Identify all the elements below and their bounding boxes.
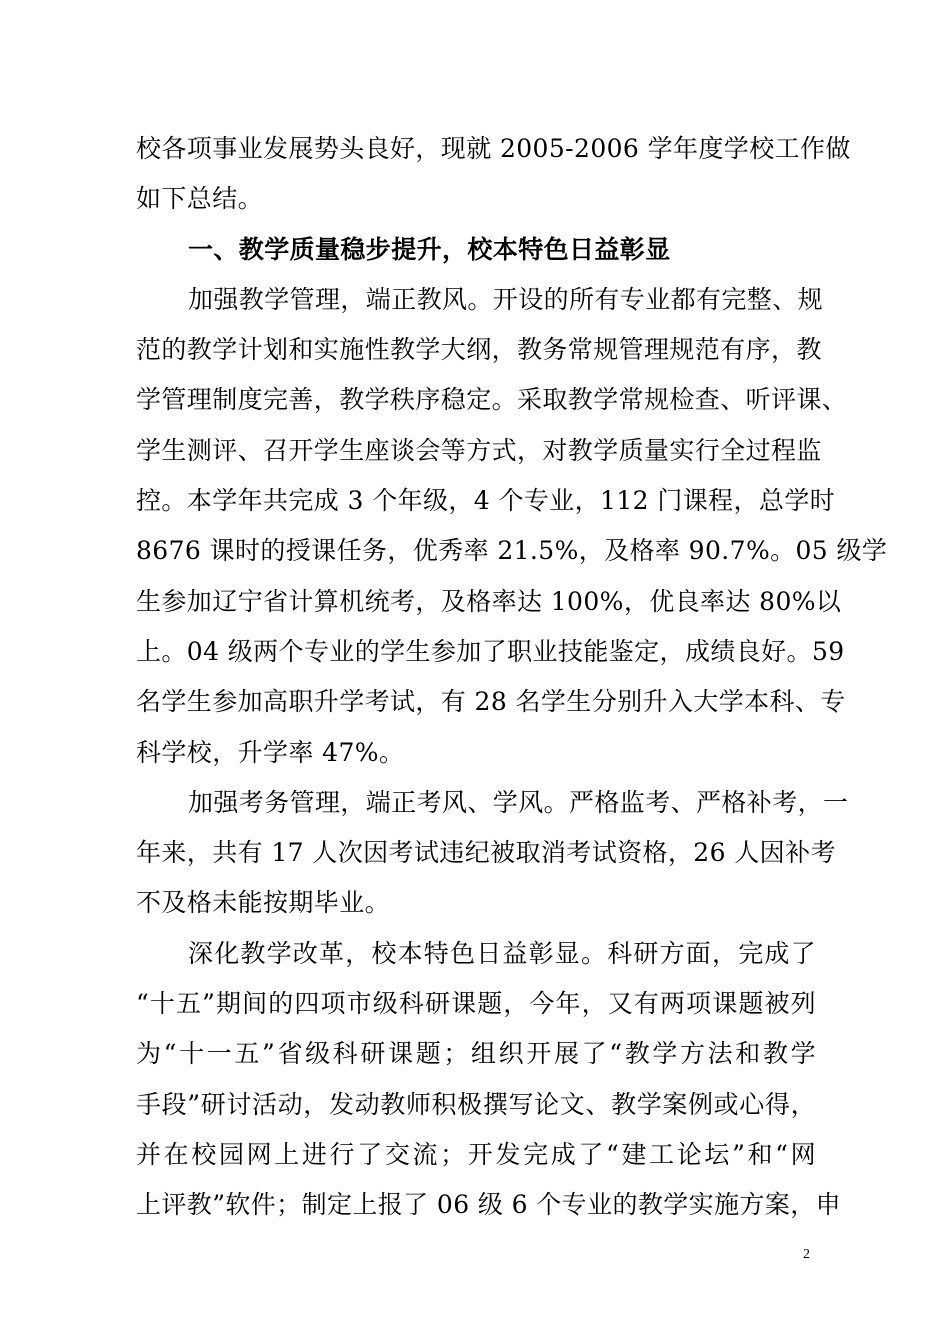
document-body [136, 124, 888, 1231]
paragraph-line: 上。04 级两个专业的学生参加了职业技能鉴定，成绩良好。59 [136, 636, 845, 666]
paragraph-line: 如下总结。 [136, 184, 264, 214]
paragraph-line: 控。本学年共完成 3 个年级，4 个专业，112 门课程，总学时 [136, 486, 836, 516]
paragraph-line: 名学生参加高职升学考试，有 28 名学生分别升入大学本科、专 [136, 687, 846, 717]
paragraph-line: 加强考务管理，端正考风、学风。严格监考、严格补考，一 [188, 787, 849, 817]
paragraph-line: 生参加辽宁省计算机统考，及格率达 100%，优良率达 80%以 [136, 586, 842, 616]
paragraph-line: 年来，共有 17 人次因考试违纪被取消考试资格，26 人因补考 [136, 838, 836, 868]
paragraph-line: 不及格未能按期毕业。 [136, 888, 391, 918]
paragraph-line: 校各项事业发展势头良好，现就 2005-2006 学年度学校工作做 [136, 134, 851, 163]
paragraph-line: 并在校园网上进行了交流；开发完成了“建工论坛”和“网 [136, 1139, 816, 1169]
paragraph-line: 科学校，升学率 47%。 [136, 737, 405, 767]
paragraph-line: 手段”研讨活动，发动教师积极撰写论文、教学案例或心得， [136, 1089, 816, 1119]
paragraph-line: “十五”期间的四项市级科研课题，今年，又有两项课题被列 [136, 989, 816, 1019]
paragraph-line: 为“十一五”省级科研课题；组织开展了“教学方法和教学 [136, 1039, 816, 1069]
paragraph-line: 范的教学计划和实施性教学大纲，教务常规管理规范有序，教 [136, 335, 822, 365]
paragraph-line: 学生测评、召开学生座谈会等方式，对教学质量实行全过程监 [136, 435, 822, 465]
paragraph-line: 深化教学改革，校本特色日益彰显。科研方面，完成了 [188, 938, 816, 968]
paragraph-line: 加强教学管理，端正教风。开设的所有专业都有完整、规 [188, 284, 824, 314]
page-number: 2 [803, 1247, 810, 1262]
paragraph-line: 学管理制度完善，教学秩序稳定。采取教学常规检查、听评课、 [136, 385, 848, 415]
paragraph-line: 8676 课时的授课任务，优秀率 21.5%，及格率 90.7%。05 级学 [136, 536, 888, 566]
paragraph-line: 上评教”软件；制定上报了 06 级 6 个专业的教学实施方案，申 [136, 1190, 842, 1220]
section-heading: 一、教学质量稳步提升，校本特色日益彰显 [188, 234, 671, 264]
